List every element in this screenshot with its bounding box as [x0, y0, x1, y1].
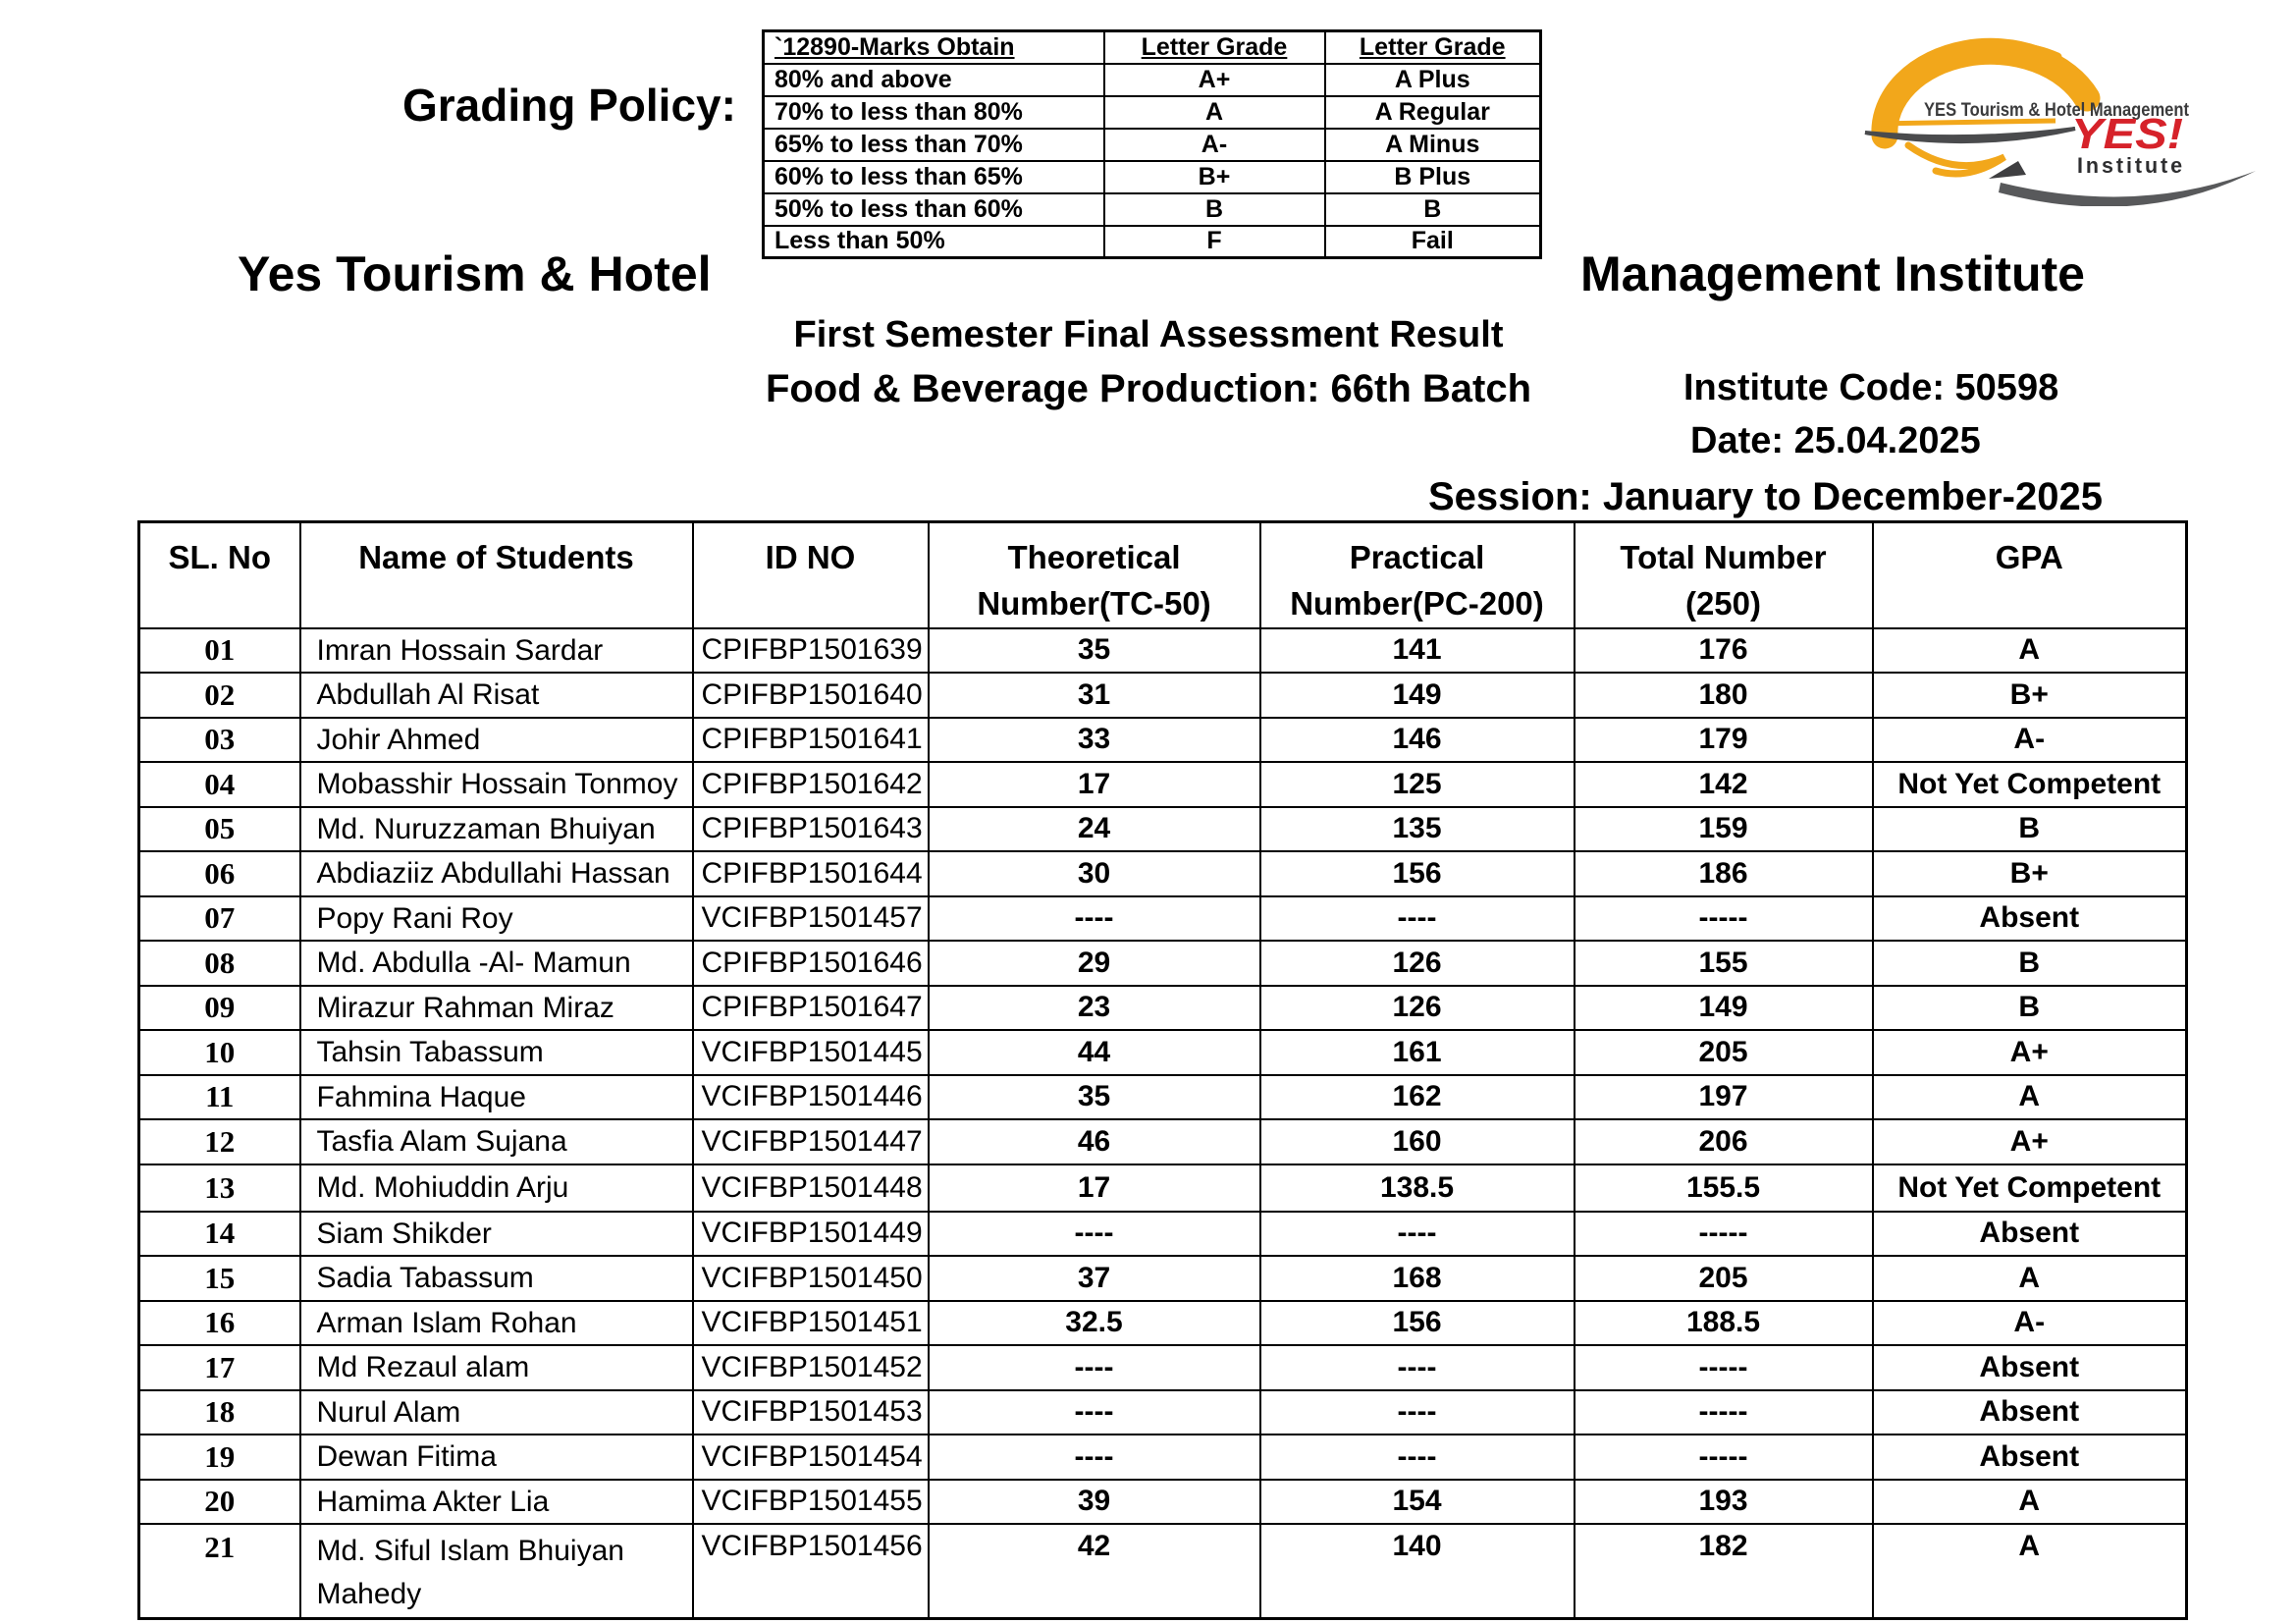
cell-id-no: CPIFBP1501639 — [693, 628, 929, 674]
cell-gpa: A — [1873, 1256, 2187, 1301]
cell-practical: 138.5 — [1260, 1164, 1575, 1212]
cell-theoretical: 17 — [929, 1164, 1260, 1212]
cell-practical: 162 — [1260, 1075, 1575, 1120]
cell-student-name: Mobasshir Hossain Tonmoy — [300, 762, 693, 807]
batch-title: Food & Beverage Production: 66th Batch — [765, 367, 1532, 410]
cell-id-no: VCIFBP1501451 — [693, 1301, 929, 1346]
cell-student-name: Md Rezaul alam — [300, 1345, 693, 1390]
cell-gpa: Not Yet Competent — [1873, 762, 2187, 807]
table-row — [139, 1030, 2187, 1075]
cell-practical: ---- — [1260, 1435, 1575, 1480]
cell-gpa: Absent — [1873, 1390, 2187, 1435]
cell-total: 179 — [1575, 718, 1873, 763]
grade-range-cell: Less than 50% — [764, 226, 1104, 258]
grading-policy-body — [764, 64, 1541, 258]
cell-theoretical: 39 — [929, 1480, 1260, 1525]
result-date: Date: 25.04.2025 — [1690, 420, 1981, 461]
table-row — [139, 718, 2187, 763]
cell-sl-no: 07 — [139, 896, 300, 942]
table-row — [139, 1435, 2187, 1480]
institute-title-right: Management Institute — [1580, 246, 2085, 301]
cell-gpa: B — [1873, 986, 2187, 1031]
table-row — [139, 1212, 2187, 1257]
cell-id-no: VCIFBP1501449 — [693, 1212, 929, 1257]
cell-practical: 156 — [1260, 1301, 1575, 1346]
cloche-rim-icon — [1873, 121, 2056, 124]
cell-sl-no: 04 — [139, 762, 300, 807]
cell-sl-no: 19 — [139, 1435, 300, 1480]
grading-header-word: Letter Grade — [1325, 31, 1541, 64]
cell-gpa: Absent — [1873, 1345, 2187, 1390]
grading-policy-label: Grading Policy: — [402, 80, 736, 131]
grade-description-cell: B — [1325, 193, 1541, 226]
cell-sl-no: 06 — [139, 851, 300, 896]
cell-total: 186 — [1575, 851, 1873, 896]
cell-theoretical: ---- — [929, 896, 1260, 942]
cell-total: 149 — [1575, 986, 1873, 1031]
cell-theoretical: 17 — [929, 762, 1260, 807]
cell-practical: 160 — [1260, 1119, 1575, 1164]
cell-id-no: CPIFBP1501641 — [693, 718, 929, 763]
table-row — [139, 1524, 2187, 1618]
cell-gpa: A- — [1873, 1301, 2187, 1346]
table-row — [139, 673, 2187, 718]
grading-policy-row — [764, 193, 1541, 226]
grade-description-cell: A Minus — [1325, 129, 1541, 161]
logo-tagline: YES Tourism & Hotel Management — [1924, 100, 2190, 121]
grade-description-cell: A Plus — [1325, 64, 1541, 96]
letter-grade-cell: B — [1104, 193, 1325, 226]
col-header-gpa: GPA — [1873, 522, 2187, 628]
cell-theoretical: 32.5 — [929, 1301, 1260, 1346]
cell-gpa: Absent — [1873, 1212, 2187, 1257]
cell-student-name: Fahmina Haque — [300, 1075, 693, 1120]
grade-range-cell: 70% to less than 80% — [764, 96, 1104, 129]
cell-id-no: CPIFBP1501642 — [693, 762, 929, 807]
table-row — [139, 851, 2187, 896]
cell-gpa: A- — [1873, 718, 2187, 763]
cell-total: 180 — [1575, 673, 1873, 718]
cell-theoretical: 35 — [929, 628, 1260, 674]
cell-sl-no: 20 — [139, 1480, 300, 1525]
cell-student-name: Tasfia Alam Sujana — [300, 1119, 693, 1164]
grade-description-cell: A Regular — [1325, 96, 1541, 129]
cell-student-name: Abdiaziiz Abdullahi Hassan — [300, 851, 693, 896]
letter-grade-cell: A — [1104, 96, 1325, 129]
cell-student-name: Siam Shikder — [300, 1212, 693, 1257]
cell-sl-no: 15 — [139, 1256, 300, 1301]
table-row — [139, 762, 2187, 807]
grade-description-cell: Fail — [1325, 226, 1541, 258]
cell-sl-no: 12 — [139, 1119, 300, 1164]
cell-id-no: VCIFBP1501445 — [693, 1030, 929, 1075]
grade-range-cell: 50% to less than 60% — [764, 193, 1104, 226]
cell-student-name: Popy Rani Roy — [300, 896, 693, 942]
cell-practical: 168 — [1260, 1256, 1575, 1301]
grading-header-marks: `12890-Marks Obtain — [764, 31, 1104, 64]
cell-total: 193 — [1575, 1480, 1873, 1525]
grade-description-cell: B Plus — [1325, 161, 1541, 193]
cell-practical: 140 — [1260, 1524, 1575, 1618]
grade-range-cell: 60% to less than 65% — [764, 161, 1104, 193]
cell-gpa: A+ — [1873, 1030, 2187, 1075]
table-row — [139, 628, 2187, 674]
cell-id-no: CPIFBP1501643 — [693, 807, 929, 852]
cell-practical: 161 — [1260, 1030, 1575, 1075]
cell-practical: ---- — [1260, 896, 1575, 942]
cell-practical: 146 — [1260, 718, 1575, 763]
cell-practical: 156 — [1260, 851, 1575, 896]
cell-gpa: Not Yet Competent — [1873, 1164, 2187, 1212]
cell-total: ----- — [1575, 1212, 1873, 1257]
cell-theoretical: 33 — [929, 718, 1260, 763]
cell-sl-no: 10 — [139, 1030, 300, 1075]
cell-sl-no: 09 — [139, 986, 300, 1031]
cell-gpa: Absent — [1873, 1435, 2187, 1480]
cell-theoretical: 44 — [929, 1030, 1260, 1075]
ribbon-icon — [1908, 145, 2004, 174]
assessment-title: First Semester Final Assessment Result — [793, 314, 1504, 355]
cell-total: ----- — [1575, 1390, 1873, 1435]
cell-id-no: VCIFBP1501452 — [693, 1345, 929, 1390]
cell-id-no: VCIFBP1501454 — [693, 1435, 929, 1480]
cell-total: 142 — [1575, 762, 1873, 807]
cell-student-name: Johir Ahmed — [300, 718, 693, 763]
cell-theoretical: 35 — [929, 1075, 1260, 1120]
cell-sl-no: 02 — [139, 673, 300, 718]
grade-range-cell: 80% and above — [764, 64, 1104, 96]
cell-total: 159 — [1575, 807, 1873, 852]
cell-id-no: CPIFBP1501644 — [693, 851, 929, 896]
cell-sl-no: 08 — [139, 941, 300, 986]
grade-range-cell: 65% to less than 70% — [764, 129, 1104, 161]
cell-practical: 126 — [1260, 941, 1575, 986]
cell-student-name: Md. Mohiuddin Arju — [300, 1164, 693, 1212]
cell-gpa: A — [1873, 1480, 2187, 1525]
cell-student-name: Arman Islam Rohan — [300, 1301, 693, 1346]
cell-sl-no: 21 — [139, 1524, 300, 1618]
cell-total: 176 — [1575, 628, 1873, 674]
cell-theoretical: ---- — [929, 1435, 1260, 1480]
cell-student-name: Md. Abdulla -Al- Mamun — [300, 941, 693, 986]
cell-practical: 135 — [1260, 807, 1575, 852]
cell-gpa: B+ — [1873, 673, 2187, 718]
cell-theoretical: ---- — [929, 1345, 1260, 1390]
institute-title-left: Yes Tourism & Hotel — [238, 246, 712, 301]
cell-gpa: A — [1873, 1524, 2187, 1618]
table-row — [139, 941, 2187, 986]
cell-practical: 126 — [1260, 986, 1575, 1031]
cell-student-name: Hamima Akter Lia — [300, 1480, 693, 1525]
cell-theoretical: 37 — [929, 1256, 1260, 1301]
cell-sl-no: 03 — [139, 718, 300, 763]
col-header-name: Name of Students — [300, 522, 693, 628]
cell-total: ----- — [1575, 896, 1873, 942]
cell-student-name: Md. Nuruzzaman Bhuiyan — [300, 807, 693, 852]
table-row — [139, 1119, 2187, 1164]
cell-id-no: VCIFBP1501447 — [693, 1119, 929, 1164]
cell-theoretical: 23 — [929, 986, 1260, 1031]
cell-sl-no: 14 — [139, 1212, 300, 1257]
cell-student-name: Mirazur Rahman Miraz — [300, 986, 693, 1031]
cell-gpa: Absent — [1873, 896, 2187, 942]
cell-student-name: Dewan Fitima — [300, 1435, 693, 1480]
cell-practical: ---- — [1260, 1212, 1575, 1257]
letter-grade-cell: A- — [1104, 129, 1325, 161]
cell-practical: ---- — [1260, 1345, 1575, 1390]
cell-total: 188.5 — [1575, 1301, 1873, 1346]
cell-theoretical: ---- — [929, 1212, 1260, 1257]
table-row — [139, 1256, 2187, 1301]
results-header-row — [139, 522, 2187, 628]
cell-id-no: VCIFBP1501455 — [693, 1480, 929, 1525]
table-row — [139, 1480, 2187, 1525]
table-row — [139, 1345, 2187, 1390]
cell-practical: 125 — [1260, 762, 1575, 807]
cell-id-no: VCIFBP1501446 — [693, 1075, 929, 1120]
cell-id-no: CPIFBP1501646 — [693, 941, 929, 986]
cell-gpa: A+ — [1873, 1119, 2187, 1164]
cell-gpa: A — [1873, 628, 2187, 674]
results-table — [137, 520, 2188, 1620]
letter-grade-cell: B+ — [1104, 161, 1325, 193]
col-header-sl-no: SL. No — [139, 522, 300, 628]
grading-policy-row — [764, 64, 1541, 96]
table-row — [139, 807, 2187, 852]
cell-practical: ---- — [1260, 1390, 1575, 1435]
cell-total: ----- — [1575, 1345, 1873, 1390]
cell-theoretical: ---- — [929, 1390, 1260, 1435]
cell-gpa: B+ — [1873, 851, 2187, 896]
cell-practical: 141 — [1260, 628, 1575, 674]
grading-policy-header-row — [764, 31, 1541, 64]
table-row — [139, 896, 2187, 942]
cell-practical: 154 — [1260, 1480, 1575, 1525]
cell-total: 182 — [1575, 1524, 1873, 1618]
cell-student-name: Abdullah Al Risat — [300, 673, 693, 718]
table-row — [139, 1301, 2187, 1346]
grading-policy-row — [764, 129, 1541, 161]
logo-graphic — [1853, 37, 2258, 206]
logo-brand: YES! — [2071, 110, 2183, 158]
cell-gpa: B — [1873, 941, 2187, 986]
cell-sl-no: 13 — [139, 1164, 300, 1212]
cell-theoretical: 24 — [929, 807, 1260, 852]
cell-total: 155.5 — [1575, 1164, 1873, 1212]
cell-theoretical: 31 — [929, 673, 1260, 718]
cell-gpa: B — [1873, 807, 2187, 852]
cell-id-no: VCIFBP1501456 — [693, 1524, 929, 1618]
cell-sl-no: 16 — [139, 1301, 300, 1346]
cell-total: ----- — [1575, 1435, 1873, 1480]
cell-sl-no: 11 — [139, 1075, 300, 1120]
results-table-body — [139, 628, 2187, 1619]
cell-id-no: VCIFBP1501448 — [693, 1164, 929, 1212]
cell-id-no: CPIFBP1501647 — [693, 986, 929, 1031]
cell-practical: 149 — [1260, 673, 1575, 718]
table-row — [139, 1075, 2187, 1120]
cell-gpa: A — [1873, 1075, 2187, 1120]
cell-student-name: Nurul Alam — [300, 1390, 693, 1435]
cell-theoretical: 42 — [929, 1524, 1260, 1618]
cell-sl-no: 17 — [139, 1345, 300, 1390]
grading-header-letter: Letter Grade — [1104, 31, 1325, 64]
col-header-practical: Practical Number(PC-200) — [1260, 522, 1575, 628]
cell-total: 205 — [1575, 1030, 1873, 1075]
cell-id-no: CPIFBP1501640 — [693, 673, 929, 718]
grading-policy-row — [764, 96, 1541, 129]
col-header-total: Total Number (250) — [1575, 522, 1873, 628]
session-label: Session: January to December-2025 — [1428, 475, 2103, 518]
cell-sl-no: 05 — [139, 807, 300, 852]
cell-student-name: Md. Siful Islam Bhuiyan Mahedy — [300, 1524, 693, 1618]
cell-student-name: Tahsin Tabassum — [300, 1030, 693, 1075]
table-row — [139, 1390, 2187, 1435]
grading-policy-row — [764, 226, 1541, 258]
cell-theoretical: 30 — [929, 851, 1260, 896]
cell-id-no: VCIFBP1501453 — [693, 1390, 929, 1435]
logo-brand-sub: Institute — [2077, 153, 2185, 178]
institute-code: Institute Code: 50598 — [1683, 367, 2059, 408]
col-header-id-no: ID NO — [693, 522, 929, 628]
cell-total: 206 — [1575, 1119, 1873, 1164]
cell-student-name: Sadia Tabassum — [300, 1256, 693, 1301]
table-row — [139, 1164, 2187, 1212]
institute-logo — [1853, 37, 2258, 206]
cell-student-name: Imran Hossain Sardar — [300, 628, 693, 674]
col-header-theoretical: Theoretical Number(TC-50) — [929, 522, 1260, 628]
cell-id-no: VCIFBP1501450 — [693, 1256, 929, 1301]
cell-total: 205 — [1575, 1256, 1873, 1301]
grading-policy-table — [762, 29, 1542, 259]
cell-total: 197 — [1575, 1075, 1873, 1120]
letter-grade-cell: F — [1104, 226, 1325, 258]
cell-total: 155 — [1575, 941, 1873, 986]
cell-sl-no: 01 — [139, 628, 300, 674]
letter-grade-cell: A+ — [1104, 64, 1325, 96]
table-row — [139, 986, 2187, 1031]
cell-theoretical: 46 — [929, 1119, 1260, 1164]
cell-sl-no: 18 — [139, 1390, 300, 1435]
cell-id-no: VCIFBP1501457 — [693, 896, 929, 942]
grading-policy-row — [764, 161, 1541, 193]
cell-theoretical: 29 — [929, 941, 1260, 986]
